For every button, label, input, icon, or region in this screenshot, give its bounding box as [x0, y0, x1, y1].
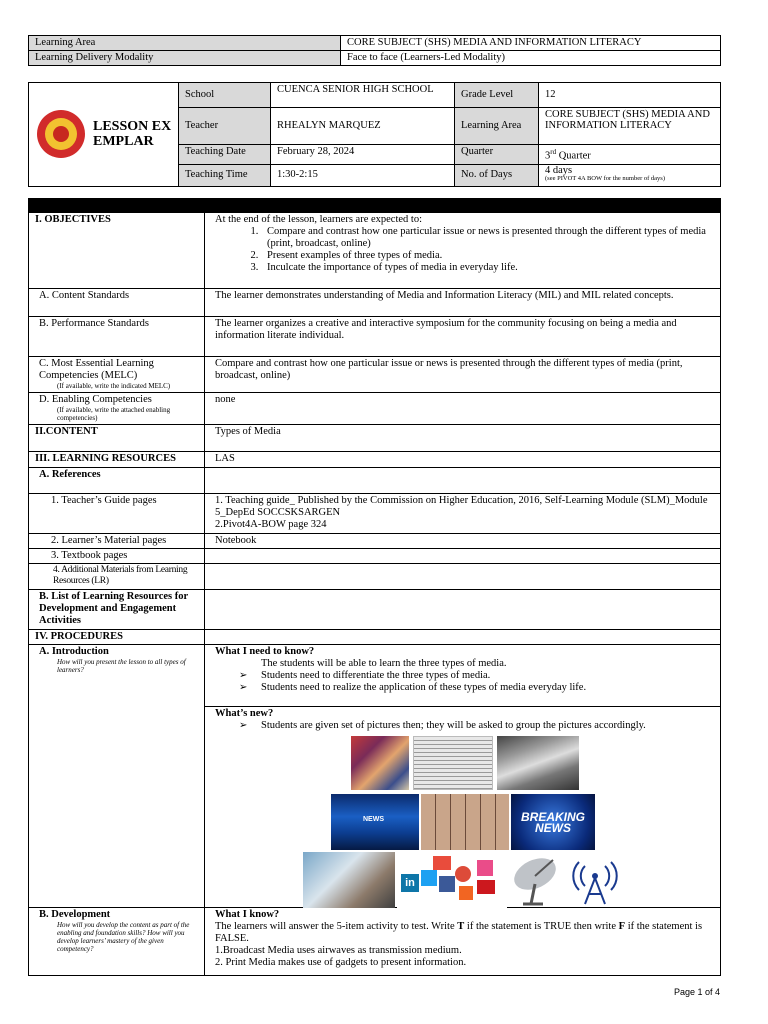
dribbble-icon [477, 860, 493, 876]
date-value: February 28, 2024 [271, 145, 455, 165]
melc-label: C. Most Essential Learning Competencies (MELC) (If available, write the indicated MELC) [29, 357, 205, 393]
performance-standards-value: The learner organizes a creative and interactive symposium for the community focusing on being a media and information literate individual. [205, 317, 721, 357]
lesson-plan-table [28, 198, 721, 976]
youtube-icon [477, 880, 495, 894]
objective-item: 1. Compare and contrast how one particular issue or news is presented through the different types of media (print, broadcast, online) [261, 226, 714, 250]
grade-label: Grade Level [455, 83, 539, 108]
school-label: School [179, 83, 271, 108]
introduction-label: A. Introduction [39, 646, 109, 657]
know-item: 2. Print Media makes use of gadgets to present information. [215, 957, 467, 968]
objectives-label: I. OBJECTIVES [29, 213, 205, 289]
learning-area-value: CORE SUBJECT (SHS) MEDIA AND INFORMATION LITERACY [341, 36, 721, 51]
development-label: B. Development [39, 909, 111, 920]
news-text: NEWS [535, 821, 571, 835]
quarter-label: Quarter [455, 145, 539, 165]
teacher-label: Teacher [179, 108, 271, 145]
lm-value: Notebook [205, 534, 721, 549]
laptop-people-image [303, 852, 395, 908]
media-pictures [215, 736, 714, 906]
area-label: Learning Area [455, 108, 539, 145]
breaking-text: BREAKING [520, 810, 585, 824]
development-cell: B. Development How will you develop the content as part of the enabling and foundation skills? How will you develop learners’ mastery of the given competency? [29, 908, 205, 976]
newspapers-image [413, 736, 493, 790]
time-value: 1:30-2:15 [271, 164, 455, 186]
tb-label: 3. Textbook pages [29, 549, 205, 564]
page-number: Page 1 of 4 [673, 987, 720, 997]
black-banner [29, 199, 721, 213]
modality-label: Learning Delivery Modality [29, 51, 341, 66]
days-value: 4 days (see PIVOT 4A BOW for the number of days) [539, 164, 721, 186]
introduction-cell: A. Introduction How will you present the lesson to all types of learners? [29, 645, 205, 908]
objective-item: 2. Present examples of three types of media. [261, 250, 714, 262]
resources-value: LAS [205, 452, 721, 468]
books-image [497, 736, 579, 790]
content-standards-value: The learner demonstrates understanding of Media and Information Literacy (MIL) and MIL related concepts. [205, 289, 721, 317]
school-value: CUENCA SENIOR HIGH SCHOOL [271, 83, 455, 108]
rss-icon [459, 886, 473, 900]
email-icon [433, 856, 451, 870]
tg-label: 1. Teacher’s Guide pages [29, 494, 205, 534]
news-anchors-grid-image [421, 794, 509, 850]
performance-standards-label: B. Performance Standards [29, 317, 205, 357]
need-item: ➢ Students need to differentiate the three types of media. [239, 670, 714, 682]
linkedin-icon: in [401, 874, 419, 892]
content-standards-label: A. Content Standards [29, 289, 205, 317]
grade-value: 12 [539, 83, 721, 108]
objectives-cell: At the end of the lesson, learners are expected to: 1. Compare and contrast how one particular issue or news is presented through the different types of media (print, broadcast, online) 2. Present examples of three types of media. 3. Inculcate the importance of types of media in everyday life. [205, 213, 721, 289]
header-table [28, 35, 721, 66]
modality-value: Face to face (Learners-Led Modality) [341, 51, 721, 66]
references-label: A. References [29, 468, 205, 494]
area-value: CORE SUBJECT (SHS) MEDIA AND INFORMATION LITERACY [539, 108, 721, 145]
need-to-know-cell: What I need to know? The students will be able to learn the three types of media. ➢ Students need to differentiate the three types of media. ➢ Students need to realize the application of these types of media everyday life. [205, 645, 721, 707]
quarter-value: 3rd Quarter [539, 145, 721, 165]
logo-cell [29, 83, 179, 187]
resources-label: III. LEARNING RESOURCES [29, 452, 205, 468]
need-item: ➢ Students need to realize the application of these types of media everyday life. [239, 682, 714, 694]
twitter-icon [421, 870, 437, 886]
learning-area-label: Learning Area [29, 36, 341, 51]
deped-seal-icon [37, 110, 85, 158]
enabling-value: none [205, 393, 721, 425]
social-media-icons-image [397, 852, 507, 908]
enabling-label: D. Enabling Competencies (If available, write the attached enabling competencies) [29, 393, 205, 425]
know-item: 1.Broadcast Media uses airwaves as transmission medium. [215, 945, 462, 956]
objectives-list [261, 226, 714, 274]
days-label: No. of Days [455, 164, 539, 186]
what-i-know-cell: What I know? The learners will answer the 5-item activity to test. Write T if the statement is TRUE then write F if the statement is FALSE. 1.Broadcast Media uses airwaves as transmission medium. 2. Print Media makes use of gadgets to present information. [205, 908, 721, 976]
time-label: Teaching Time [179, 164, 271, 186]
lesson-exemplar-title: LESSON EXEMPLAR [93, 119, 172, 150]
tg-value: 1. Teaching guide_ Published by the Commission on Higher Education, 2016, Self-Learning Module (SLM)_Module 5_DepEd SOCCSKSARGEN 2.Pivot4A-BOW page 324 [205, 494, 721, 534]
teacher-value: RHEALYN MARQUEZ [271, 108, 455, 145]
content-label: II.CONTENT [29, 425, 205, 452]
satellite-dish-icon [509, 854, 565, 906]
whats-new-cell: What’s new? ➢ Students are given set of pictures then; they will be asked to group the pictures accordingly. NEWS BREAKING NEWS in [205, 707, 721, 908]
new-item: ➢ Students are given set of pictures then; they will be asked to group the pictures accordingly. [239, 720, 714, 732]
lm-label: 2. Learner’s Material pages [29, 534, 205, 549]
facebook-icon [439, 876, 455, 892]
radio-tower-icon [567, 854, 623, 906]
breaking-news-image [511, 794, 595, 850]
procedures-label: IV. PROCEDURES [29, 630, 205, 645]
melc-value: Compare and contrast how one particular issue or news is presented through the different types of media (print, broadcast, online) [205, 357, 721, 393]
magazines-image [351, 736, 409, 790]
objective-item: 3. Inculcate the importance of types of media in everyday life. [261, 262, 714, 274]
date-label: Teaching Date [179, 145, 271, 165]
list-resources-label: B. List of Learning Resources for Development and Engagement Activities [29, 590, 205, 630]
content-value: Types of Media [205, 425, 721, 452]
news-studio-image: NEWS [331, 794, 419, 850]
lesson-info-table [28, 82, 721, 187]
additional-materials-label: 4. Additional Materials from Learning Resources (LR) [29, 564, 205, 590]
google-plus-icon [455, 866, 471, 882]
